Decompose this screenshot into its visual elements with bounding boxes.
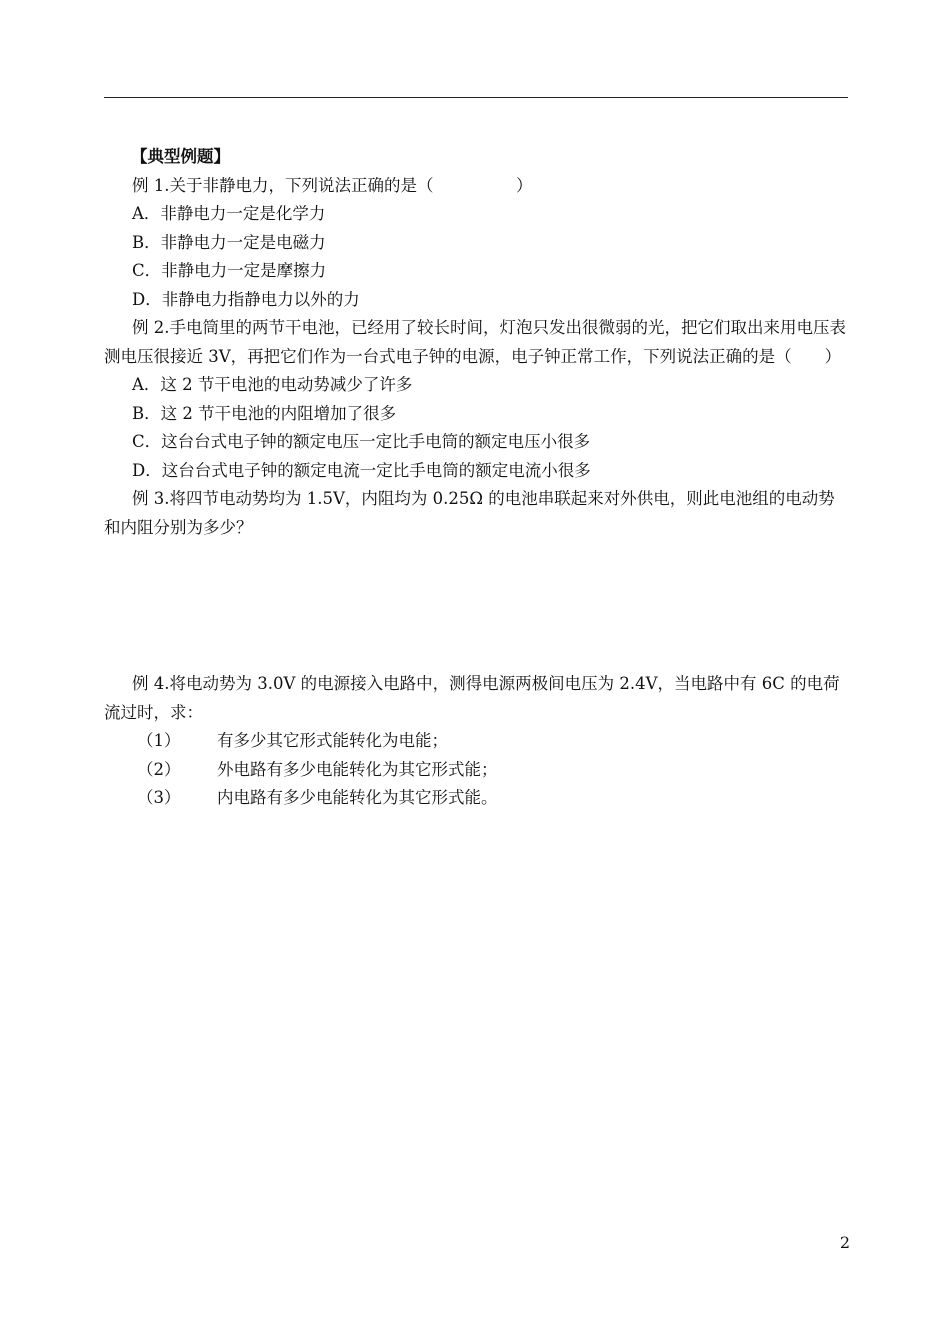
example-1-stem: 例 1.关于非静电力，下列说法正确的是（ ） <box>132 175 533 195</box>
item-text: 外电路有多少电能转化为其它形式能； <box>217 759 498 779</box>
item-text: 有多少其它形式能转化为电能； <box>217 731 448 750</box>
header-rule <box>104 97 848 98</box>
example-4-item-2 <box>104 756 848 785</box>
example-4-item-3 <box>104 784 848 813</box>
example-1-option-b: B．非静电力一定是电磁力 <box>132 232 326 252</box>
item-text: 内电路有多少电能转化为其它形式能。 <box>217 788 498 807</box>
section-title: 【典型例题】 <box>131 147 230 166</box>
example-1-option-c: C．非静电力一定是摩擦力 <box>132 261 327 280</box>
item-number: （2） <box>137 759 181 779</box>
example-4-stem: 例 4.将电动势为 3.0V 的电源接入电路中，测得电源两极间电压为 2.4V，当电路中有 6C 的电荷流过时，求： <box>104 674 840 722</box>
example-1-option-d: D．非静电力指静电力以外的力 <box>132 289 360 309</box>
example-2-option-b: B．这 2 节干电池的内阻增加了很多 <box>132 403 397 423</box>
example-4-item-1 <box>104 727 848 756</box>
answer-space <box>104 542 848 670</box>
page-content <box>104 143 848 813</box>
item-number: （3） <box>137 788 181 807</box>
example-1-option-a: A．非静电力一定是化学力 <box>132 204 326 223</box>
item-number: （1） <box>137 731 181 750</box>
example-2-option-d: D．这台台式电子钟的额定电流一定比手电筒的额定电流小很多 <box>132 460 591 480</box>
example-2-option-a: A．这 2 节干电池的电动势减少了许多 <box>132 375 413 394</box>
example-3-stem: 例 3.将四节电动势均为 1.5V，内阻均为 0.25Ω 的电池串联起来对外供电，则此电池组的电动势和内阻分别为多少？ <box>104 489 835 537</box>
page-number: 2 <box>839 1233 850 1252</box>
example-2-option-c: C．这台台式电子钟的额定电压一定比手电筒的额定电压小很多 <box>132 432 591 451</box>
example-2-stem: 例 2.手电筒里的两节干电池，已经用了较长时间，灯泡只发出很微弱的光，把它们取出来用电压表测电压很接近 3V，再把它们作为一台式电子钟的电源，电子钟正常工作，下列说法正确的是（ ） <box>104 318 846 366</box>
